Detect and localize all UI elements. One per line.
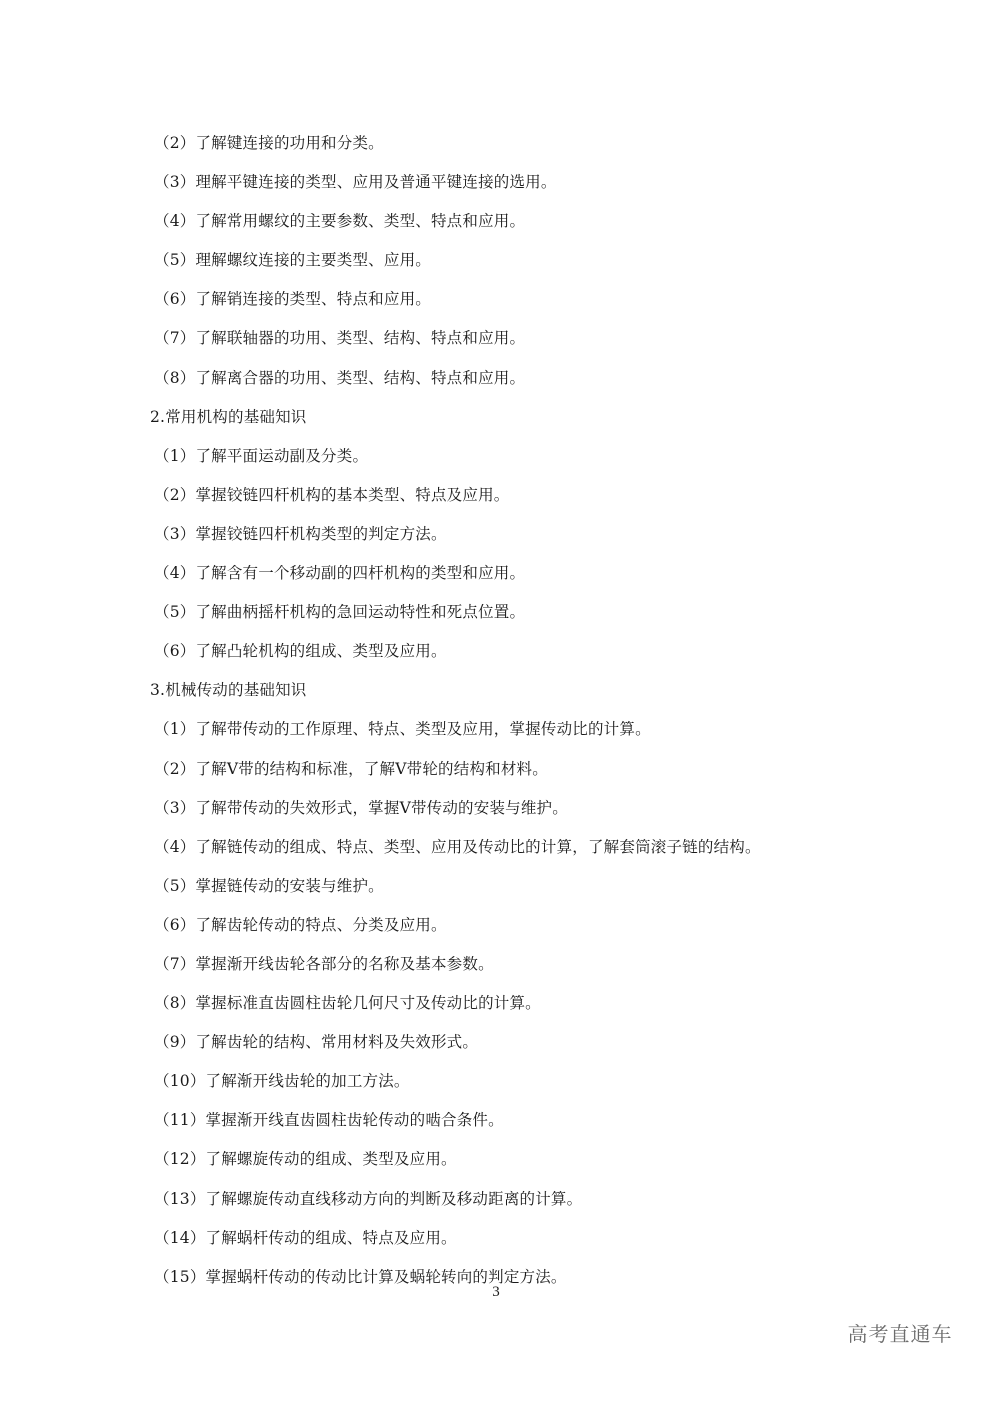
list-item: （4）了解含有一个移动副的四杆机构的类型和应用。 [154,564,526,583]
list-item: （1）了解带传动的工作原理、特点、类型及应用，掌握传动比的计算。 [154,720,651,739]
list-item: （2）了解键连接的功用和分类。 [154,134,384,152]
list-item: （6）了解凸轮机构的组成、类型及应用。 [154,642,447,661]
list-item: （15）掌握蜗杆传动的传动比计算及蜗轮转向的判定方法。 [154,1267,567,1286]
section-heading: 3.机械传动的基础知识 [150,681,307,700]
page-number: 3 [492,1284,500,1300]
watermark-text: 高考直通车 [847,1322,953,1346]
list-item: （4）了解链传动的组成、特点、类型、应用及传动比的计算，了解套筒滚子链的结构。 [154,837,761,856]
section-heading: 2.常用机构的基础知识 [150,407,307,426]
list-item: （9）了解齿轮的结构、常用材料及失效形式。 [154,1033,479,1052]
list-item: （6）了解齿轮传动的特点、分类及应用。 [154,915,447,934]
list-item: （13）了解螺旋传动直线移动方向的判断及移动距离的计算。 [154,1189,583,1208]
list-item: （5）了解曲柄摇杆机构的急回运动特性和死点位置。 [154,603,526,622]
list-item: （4）了解常用螺纹的主要参数、类型、特点和应用。 [154,212,526,231]
list-item: （1）了解平面运动副及分类。 [154,446,369,465]
list-item: （12）了解螺旋传动的组成、类型及应用。 [154,1150,457,1169]
list-item: （8）了解离合器的功用、类型、结构、特点和应用。 [154,368,526,387]
list-item: （8）掌握标准直齿圆柱齿轮几何尺寸及传动比的计算。 [154,994,541,1013]
list-item: （5）理解螺纹连接的主要类型、应用。 [154,251,431,270]
list-item: （14）了解蜗杆传动的组成、特点及应用。 [154,1228,457,1247]
list-item: （11）掌握渐开线直齿圆柱齿轮传动的啮合条件。 [154,1111,504,1130]
list-item: （7）了解联轴器的功用、类型、结构、特点和应用。 [154,329,526,348]
list-item: （3）了解带传动的失效形式，掌握V带传动的安装与维护。 [154,798,568,817]
list-item: （10）了解渐开线齿轮的加工方法。 [154,1072,410,1091]
list-item: （3）理解平键连接的类型、应用及普通平键连接的选用。 [154,173,557,192]
list-item: （6）了解销连接的类型、特点和应用。 [154,290,431,309]
list-item: （2）了解V带的结构和标准，了解V带轮的结构和材料。 [154,759,548,778]
list-item: （3）掌握铰链四杆机构类型的判定方法。 [154,524,447,543]
list-item: （5）掌握链传动的安装与维护。 [154,876,384,895]
list-item: （7）掌握渐开线齿轮各部分的名称及基本参数。 [154,954,494,973]
list-item: （2）掌握铰链四杆机构的基本类型、特点及应用。 [154,485,510,504]
document-body [150,124,850,1297]
